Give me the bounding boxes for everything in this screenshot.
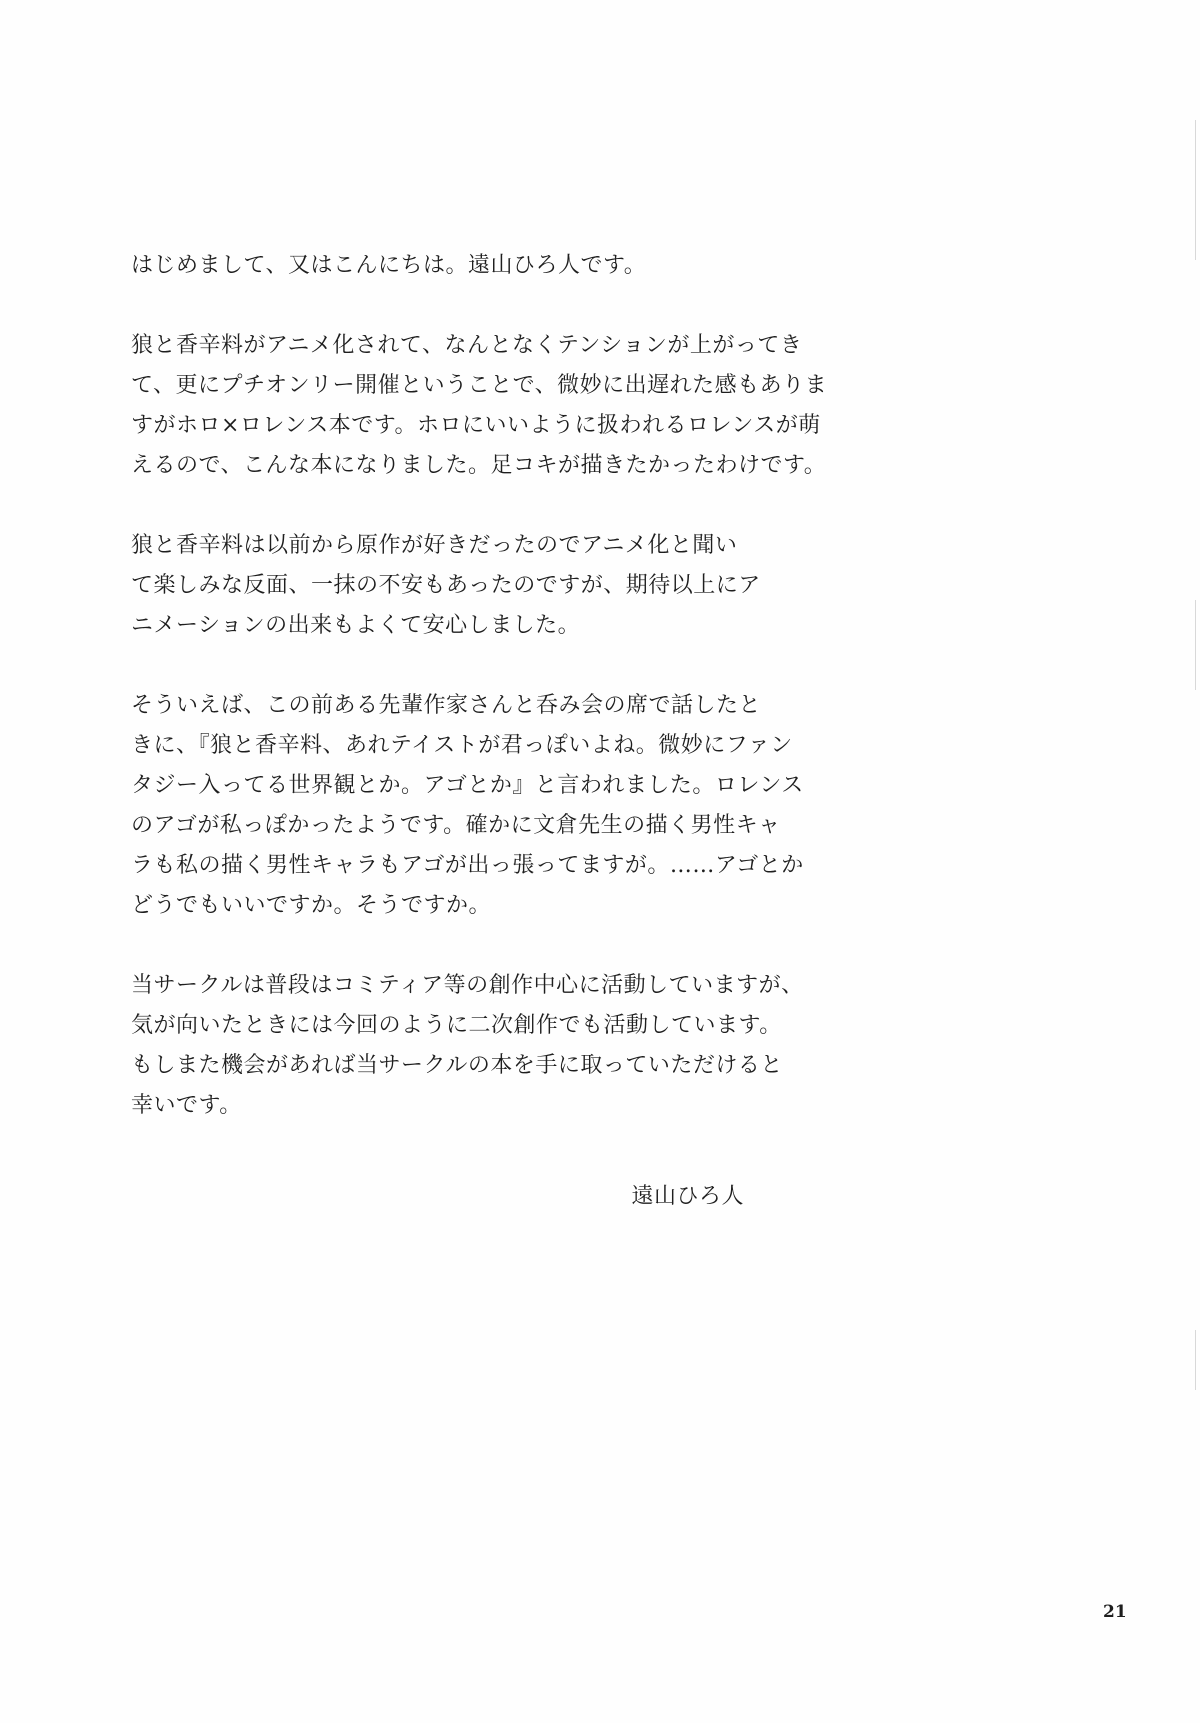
paragraph-greeting [131, 246, 771, 286]
page-edge-shadow [1195, 120, 1196, 260]
text-line: どうでもいいですか。そうですか。 [131, 893, 492, 918]
text-line: えるので、こんな本になりました。足コキが描きたかったわけです。 [131, 453, 827, 478]
page-edge-shadow [1195, 600, 1196, 690]
text-line: 狼と香辛料は以前から原作が好きだったのでアニメ化と聞い [131, 533, 738, 558]
text-line: もしまた機会があれば当サークルの本を手に取っていただけると [131, 1053, 783, 1078]
paragraph-circle-activity [131, 966, 804, 1126]
page-number: 21 [1103, 1602, 1127, 1622]
author-signature: 遠山ひろ人 [631, 1184, 744, 1209]
text-line: 当サークルは普段はコミティア等の創作中心に活動していますが、 [131, 973, 804, 998]
text-line: て、更にプチオンリー開催ということで、微妙に出遅れた感もありま [131, 373, 828, 398]
afterword-text [131, 246, 828, 1126]
text-line: きに、『狼と香辛料、あれテイストが君っぽいよね。微妙にファン [131, 733, 793, 758]
paragraph-senior-artist [131, 686, 804, 926]
text-line: タジー入ってる世界観とか。アゴとか』と言われました。ロレンス [131, 773, 804, 798]
text-line: すがホロ×ロレンス本です。ホロにいいように扱われるロレンスが萌 [131, 413, 821, 438]
text-line: のアゴが私っぽかったようです。確かに文倉先生の描く男性キャ [131, 813, 781, 838]
page-edge-shadow [1195, 1330, 1196, 1390]
text-line: 気が向いたときには今回のように二次創作でも活動しています。 [131, 1013, 782, 1038]
text-line: 狼と香辛料がアニメ化されて、なんとなくテンションが上がってき [131, 333, 803, 358]
text-line: て楽しみな反面、一抹の不安もあったのですが、期待以上にア [131, 573, 761, 598]
paragraph-anime-adaptation [131, 326, 828, 486]
text-line: ラも私の描く男性キャラもアゴが出っ張ってますが。……アゴとか [131, 853, 804, 878]
text-line: そういえば、この前ある先輩作家さんと呑み会の席で話したと [131, 693, 762, 718]
text-line: はじめまして、又はこんにちは。遠山ひろ人です。 [131, 253, 647, 278]
text-line: ニメーションの出来もよくて安心しました。 [131, 613, 581, 638]
text-line: 幸いです。 [131, 1093, 242, 1118]
paragraph-original-work [131, 526, 771, 646]
